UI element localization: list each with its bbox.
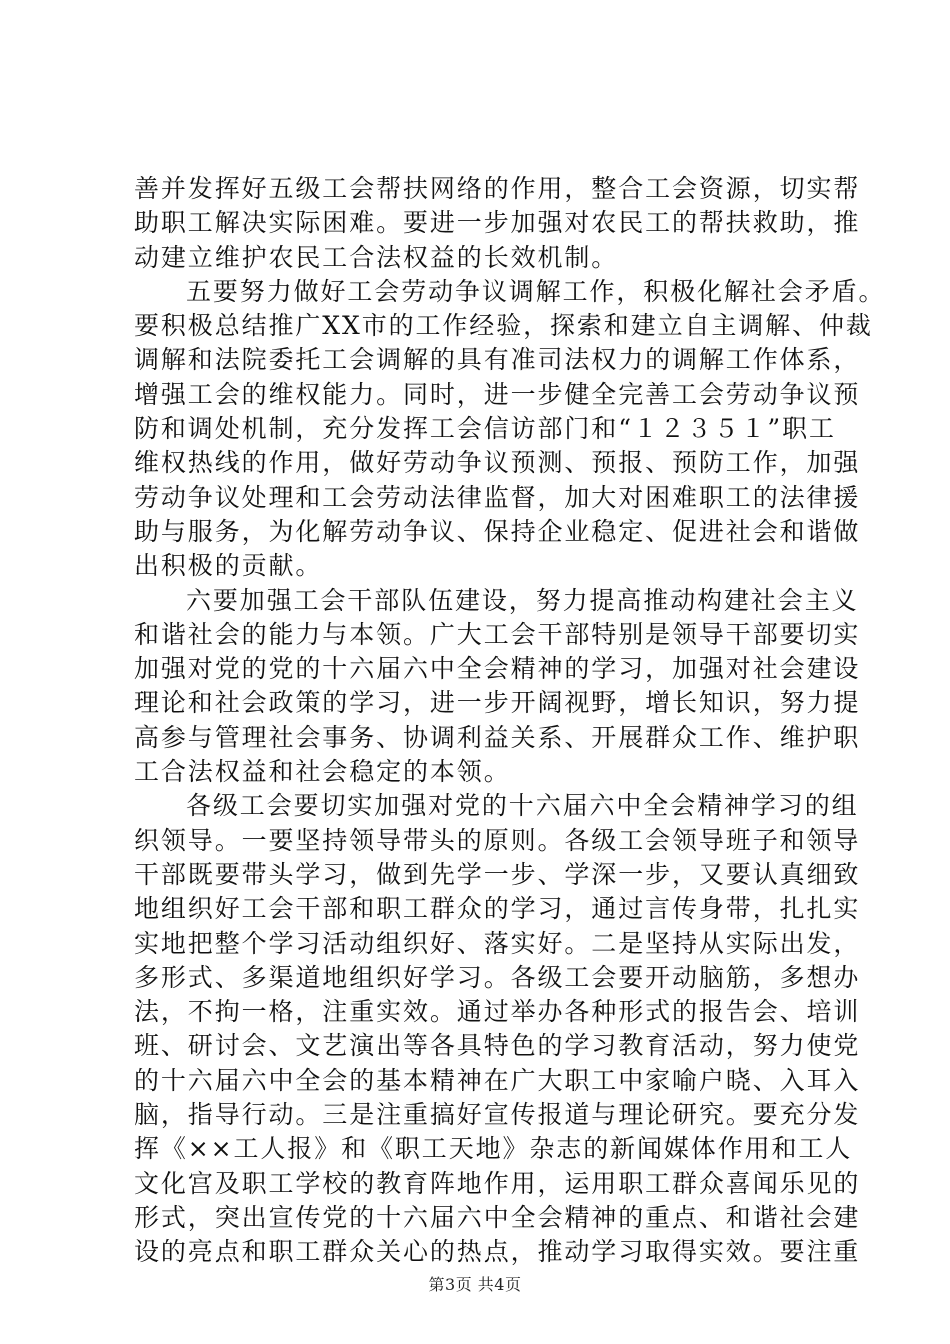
text-line: 脑，指导行动。三是注重搞好宣传报道与理论研究。要充分发 (134, 1100, 861, 1130)
text-line: 维权热线的作用，做好劳动争议预测、预报、预防工作，加强 (134, 448, 861, 478)
text-line: 六要加强工会干部队伍建设，努力提高推动构建社会主义 (186, 585, 859, 615)
text-line: 多形式、多渠道地组织好学习。各级工会要开动脑筋，多想办 (134, 962, 861, 992)
text-line: 挥《××工人报》和《职工天地》杂志的新闻媒体作用和工人 (134, 1134, 853, 1164)
text-line: 干部既要带头学习，做到先学一步、学深一步，又要认真细致 (134, 859, 861, 889)
text-line: 五要努力做好工会劳动争议调解工作，积极化解社会矛盾。 (186, 276, 886, 306)
text-line: 出积极的贡献。 (134, 551, 323, 581)
text-line: 增强工会的维权能力。同时，进一步健全完善工会劳动争议预 (134, 379, 861, 409)
text-line: 法，不拘一格，注重实效。通过举办各种形式的报告会、培训 (134, 997, 861, 1027)
body-text (134, 172, 886, 1270)
text-line: 和谐社会的能力与本领。广大工会干部特别是领导干部要切实 (134, 619, 861, 649)
text-line: 善并发挥好五级工会帮扶网络的作用，整合工会资源，切实帮 (134, 174, 861, 203)
text-line: 各级工会要切实加强对党的十六届六中全会精神学习的组 (186, 791, 859, 821)
text-line: 助与服务，为化解劳动争议、保持企业稳定、促进社会和谐做 (134, 516, 861, 546)
text-line: 要积极总结推广XX市的工作经验，探索和建立自主调解、仲裁 (134, 311, 873, 341)
text-line: 实地把整个学习活动组织好、落实好。二是坚持从实际出发， (134, 928, 861, 958)
text-line: 劳动争议处理和工会劳动法律监督，加大对困难职工的法律援 (134, 482, 861, 512)
text-line: 理论和社会政策的学习，进一步开阔视野，增长知识，努力提 (134, 688, 861, 718)
text-line: 加强对党的党的十六届六中全会精神的学习，加强对社会建设 (134, 654, 861, 684)
text-line: 高参与管理社会事务、协调利益关系、开展群众工作、维护职 (134, 722, 861, 752)
text-line: 班、研讨会、文艺演出等各具特色的学习教育活动，努力使党 (134, 1031, 861, 1061)
text-line: 设的亮点和职工群众关心的热点，推动学习取得实效。要注重 (134, 1237, 861, 1267)
text-line: 助职工解决实际困难。要进一步加强对农民工的帮扶救助，推 (134, 208, 861, 238)
text-line: 工合法权益和社会稳定的本领。 (134, 757, 511, 787)
text-line: 文化宫及职工学校的教育阵地作用，运用职工群众喜闻乐见的 (134, 1168, 861, 1198)
text-line: 形式，突出宣传党的十六届六中全会精神的重点、和谐社会建 (134, 1202, 861, 1232)
text-line: 的十六届六中全会的基本精神在广大职工中家喻户晓、入耳入 (134, 1065, 861, 1095)
text-line: 动建立维护农民工合法权益的长效机制。 (134, 242, 619, 272)
text-line: 调解和法院委托工会调解的具有准司法权力的调解工作体系， (134, 345, 861, 375)
text-line: 地组织好工会干部和职工群众的学习，通过言传身带，扎扎实 (134, 894, 861, 924)
text-line: 防和调处机制，充分发挥工会信访部门和“１２３５１”职工 (134, 414, 836, 444)
page-footer: 第3页 共4页 (428, 1275, 522, 1294)
text-line: 织领导。一要坚持领导带头的原则。各级工会领导班子和领导 (134, 825, 861, 855)
